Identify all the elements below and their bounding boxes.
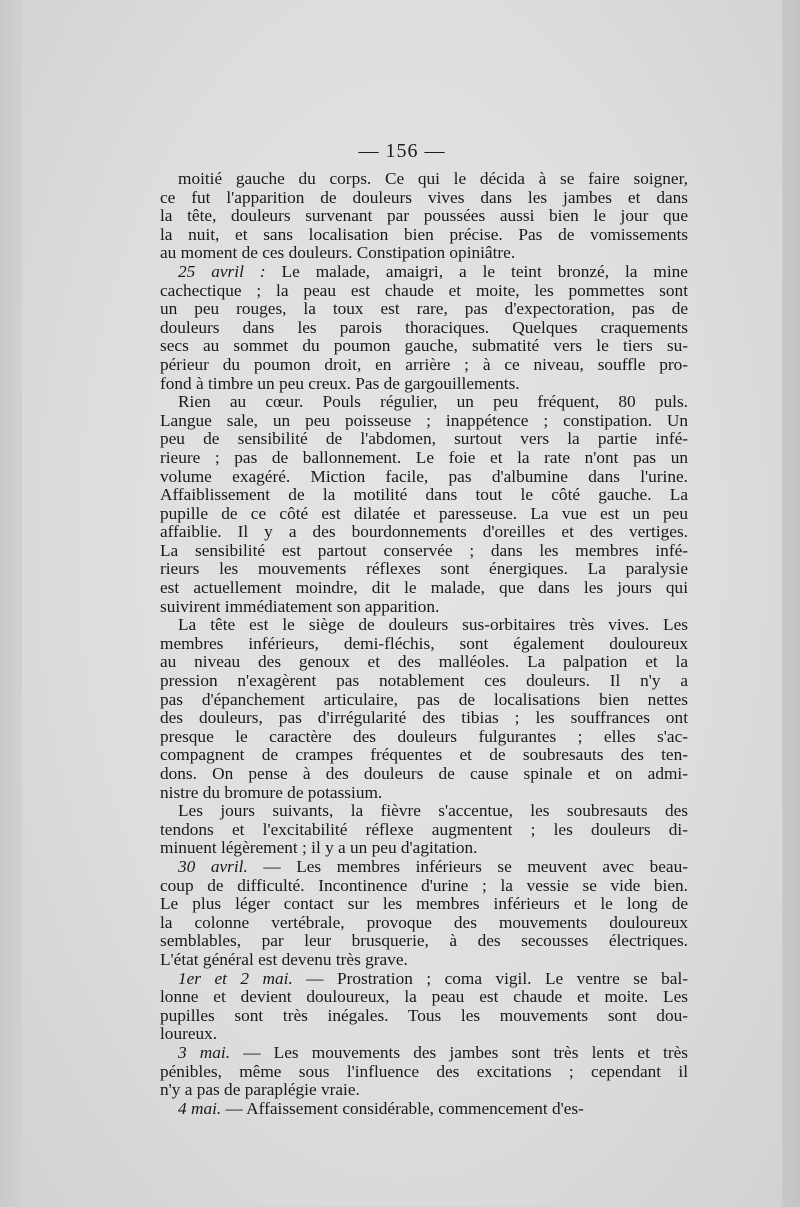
text-line [160,449,688,468]
line-text: au niveau des genoux et des malléoles. La palpation et la [160,652,688,672]
text-line [160,1100,688,1119]
text-line [160,356,688,375]
paragraph [160,616,688,802]
line-text: rieurs les mouvements réflexes sont énergiques. La paralysie [160,559,688,579]
line-text: douleurs dans les parois thoraciques. Quelques craquements [160,317,688,337]
text-line [160,1007,688,1026]
paragraph [160,263,688,393]
text-line [160,858,688,877]
paragraph [160,170,688,263]
text-line [160,1081,688,1100]
text-line [160,951,688,970]
line-text: — Les membres inférieurs se meuvent avec beau- [247,856,688,876]
text-line [160,430,688,449]
line-text: des douleurs, pas d'irrégularité des tibias ; les souffrances ont [160,708,688,728]
line-text: La tête est le siège de douleurs sus-orbitaires très vives. Les [178,615,688,635]
text-line [160,970,688,989]
date-lead: 3 mai. [178,1042,231,1062]
line-text: rieure ; pas de ballonnement. Le foie et la rate n'ont pas un [160,447,688,467]
line-text: semblables, par leur brusquerie, à des secousses électriques. [160,931,688,951]
text-line [160,914,688,933]
text-line [160,337,688,356]
text-line [160,895,688,914]
text-line [160,226,688,245]
text-line [160,765,688,784]
text-line [160,189,688,208]
line-text: la tête, douleurs survenant par poussées aussi bien le jour que [160,206,688,226]
text-line [160,560,688,579]
text-line [160,746,688,765]
paragraph [160,858,688,970]
line-text: est actuellement moindre, dit le malade, que dans les jours qui [160,578,688,598]
line-text: — Affaissement considérable, commencement d'es- [221,1098,584,1118]
line-text: — Prostration ; coma vigil. Le ventre se bal- [292,968,688,988]
text-line [160,579,688,598]
text-line [160,505,688,524]
date-lead: 4 mai. [178,1098,222,1118]
text-line [160,821,688,840]
text-line [160,412,688,431]
text-line [160,542,688,561]
line-text: pas d'épanchement articulaire, pas de localisations bien nettes [160,689,688,709]
line-text: n'y a pas de paraplégie vraie. [160,1080,360,1100]
line-text: La sensibilité est partout conservée ; dans les membres infé- [160,540,688,560]
line-text: tendons et l'excitabilité réflexe augmentent ; les douleurs di- [160,819,688,839]
line-text: fond à timbre un peu creux. Pas de gargouillements. [160,373,520,393]
text-line [160,170,688,189]
line-text: — Les mouvements des jambes sont très lents et très [230,1042,688,1062]
line-text: pénibles, même sous l'influence des excitations ; cependant il [160,1061,688,1081]
line-text: pression n'exagèrent pas notablement ces douleurs. Il n'y a [160,671,688,691]
text-line [160,877,688,896]
line-text: moitié gauche du corps. Ce qui le décida à se faire soigner, [178,169,688,188]
line-text: coup de difficulté. Incontinence d'urine ; la vessie se vide bien. [160,875,688,895]
line-text: la colonne vertébrale, provoque des mouvements douloureux [160,912,688,932]
text-line [160,523,688,542]
line-text: un peu rouges, la toux est rare, pas d'expectoration, pas de [160,299,688,319]
line-text: au moment de ces douleurs. Constipation opiniâtre. [160,243,516,263]
text-line [160,486,688,505]
line-text: Langue sale, un peu poisseuse ; inappétence ; constipation. Un [160,410,688,430]
paragraph [160,1100,688,1119]
line-text: pupille de ce côté est dilatée et paresseuse. La vue est un peu [160,503,688,523]
line-text: loureux. [160,1024,218,1044]
line-text: lonne et devient douloureux, la peau est chaude et moite. Les [160,987,688,1007]
line-text: cachectique ; la peau est chaude et moite, les pommettes sont [160,280,688,300]
text-line [160,598,688,617]
line-text: peu de sensibilité de l'abdomen, surtout vers la partie infé- [160,429,688,449]
line-text: volume exagéré. Miction facile, pas d'albumine dans l'urine. [160,466,688,486]
text-line [160,932,688,951]
line-text: affaiblie. Il y a des bourdonnements d'oreilles et des vertiges. [160,522,688,542]
line-text: presque le caractère des douleurs fulgurantes ; elles s'ac- [160,726,688,746]
line-text: Les jours suivants, la fièvre s'accentue, les soubresauts des [178,801,688,821]
text-line [160,263,688,282]
text-line [160,244,688,263]
line-text: Rien au cœur. Pouls régulier, un peu fréquent, 80 puls. [178,392,688,412]
date-lead: 30 avril. [178,856,248,876]
paragraph [160,802,688,858]
text-line [160,784,688,803]
text-line [160,839,688,858]
line-text: membres inférieurs, demi-fléchis, sont également douloureux [160,633,688,653]
text-line [160,300,688,319]
text-line [160,672,688,691]
text-line [160,616,688,635]
line-text: ce fut l'apparition de douleurs vives dans les jambes et dans [160,187,688,207]
text-line [160,635,688,654]
text-line [160,1044,688,1063]
book-page [22,0,782,1207]
line-text: la nuit, et sans localisation bien précise. Pas de vomissements [160,224,688,244]
line-text: nistre du bromure de potassium. [160,782,383,802]
paragraph [160,393,688,616]
line-text: suivirent immédiatement son apparition. [160,596,440,616]
text-line [160,282,688,301]
body-text [160,170,688,1118]
text-line [160,393,688,412]
text-line [160,988,688,1007]
text-line [160,1063,688,1082]
line-text: Le malade, amaigri, a le teint bronzé, la mine [265,261,688,281]
line-text: périeur du poumon droit, en arrière ; à ce niveau, souffle pro- [160,354,688,374]
line-text: secs au sommet du poumon gauche, submatité vers le tiers su- [160,336,688,356]
paragraph [160,970,688,1044]
line-text: compagnent de crampes fréquentes et de soubresauts des ten- [160,745,688,765]
text-line [160,709,688,728]
text-line [160,802,688,821]
text-line [160,691,688,710]
text-line [160,468,688,487]
text-line [160,1025,688,1044]
line-text: L'état général est devenu très grave. [160,949,408,969]
text-line [160,207,688,226]
line-text: dons. On pense à des douleurs de cause spinale et on admi- [160,764,688,783]
line-text: Affaiblissement de la motilité dans tout le côté gauche. La [160,485,688,505]
page-number: — 156 — [358,140,446,162]
line-text: pupilles sont très inégales. Tous les mouvements sont dou- [160,1005,688,1025]
date-lead: 1er et 2 mai. [178,968,293,988]
text-line [160,375,688,394]
text-line [160,653,688,672]
line-text: Le plus léger contact sur les membres inférieurs et le long de [160,894,688,914]
paragraph [160,1044,688,1100]
date-lead: 25 avril : [178,261,266,281]
text-line [160,319,688,338]
line-text: minuent légèrement ; il y a un peu d'agitation. [160,838,478,858]
text-line [160,728,688,747]
